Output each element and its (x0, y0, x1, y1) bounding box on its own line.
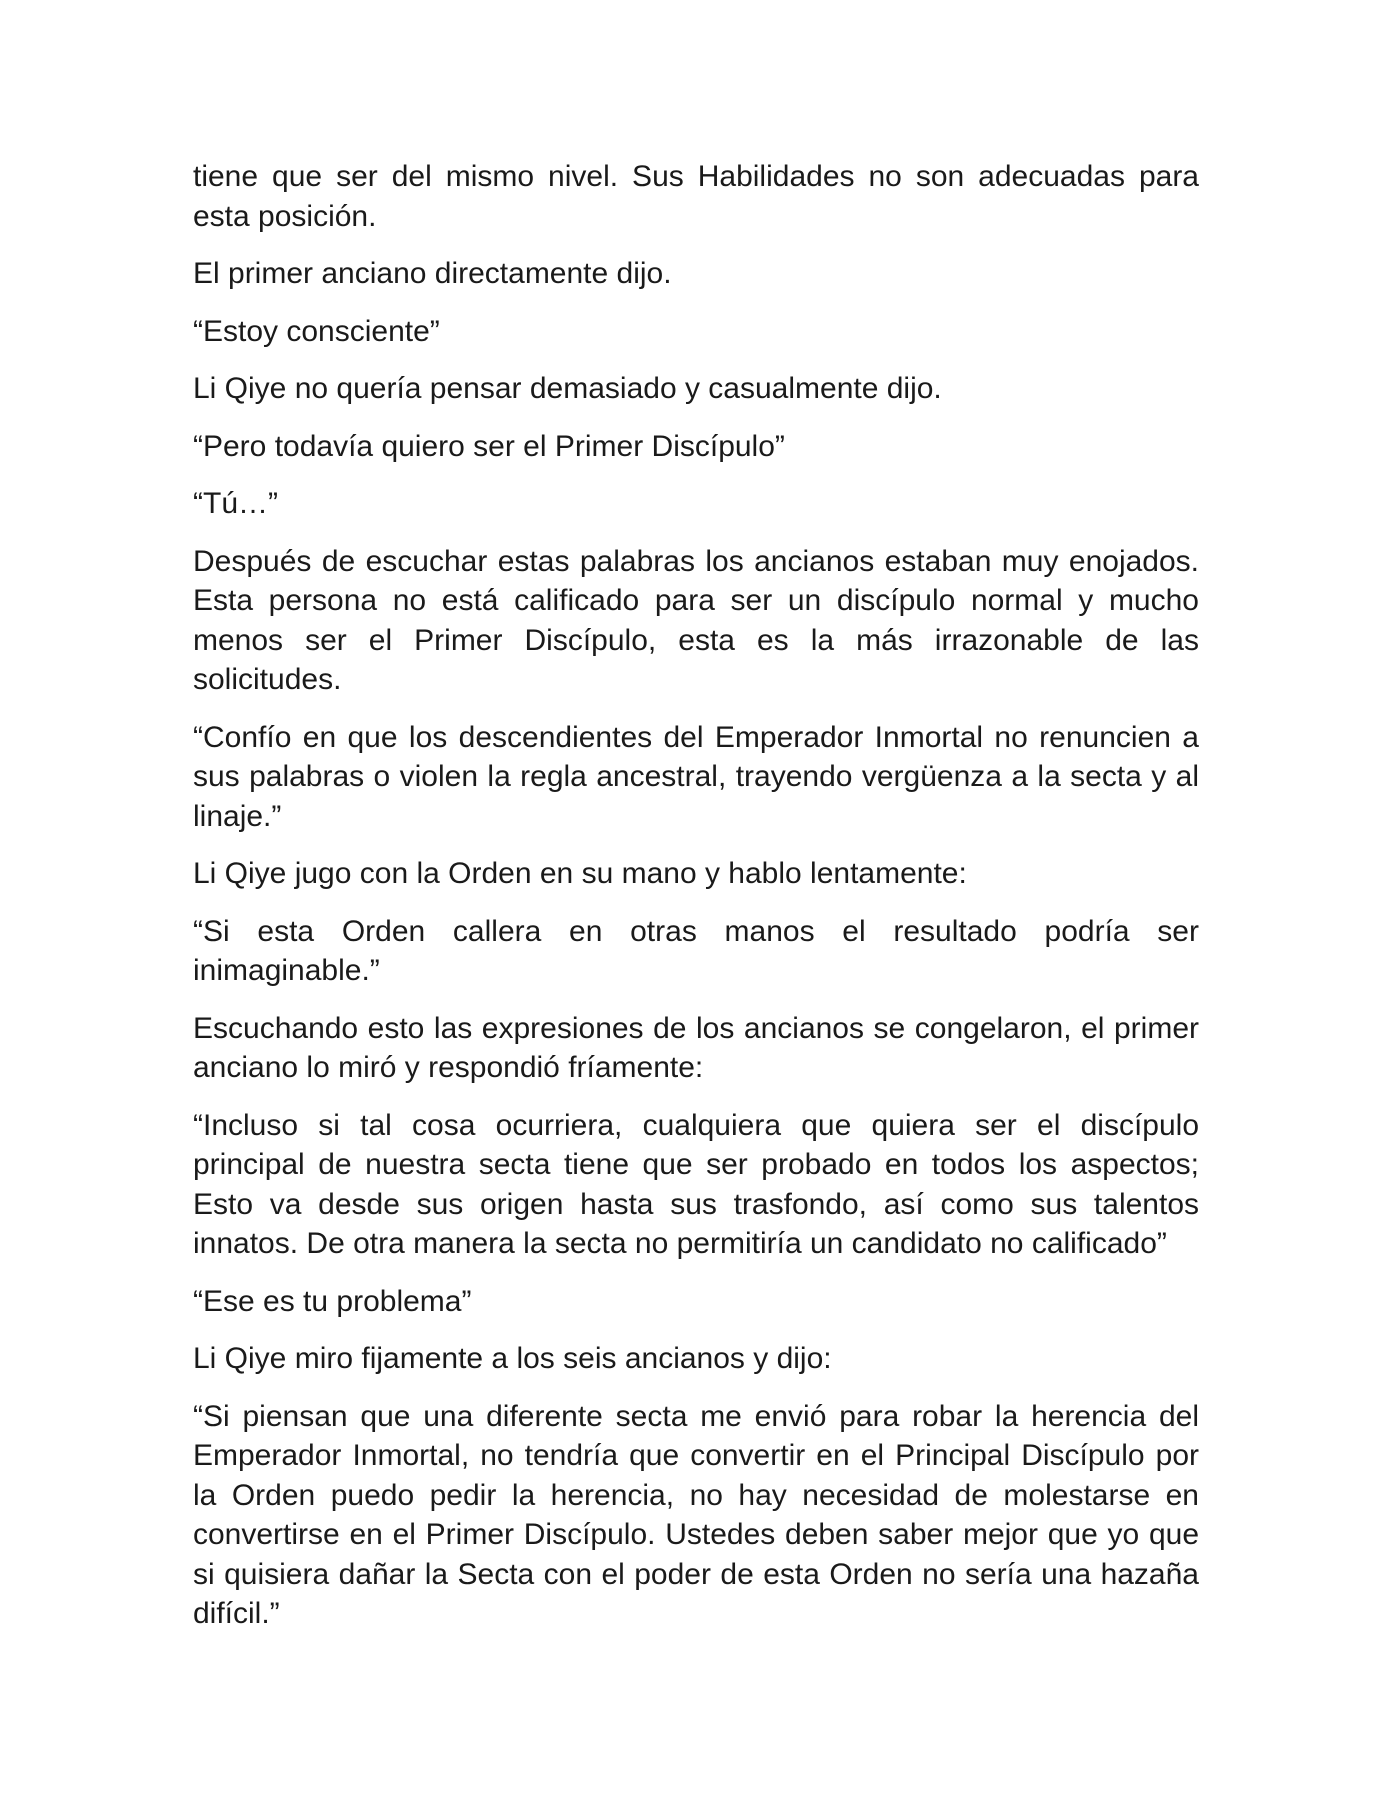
paragraph-3: “Estoy consciente” (193, 314, 440, 348)
paragraph-13: “Ese es tu problema” (193, 1284, 472, 1318)
document-page (193, 157, 1199, 1652)
paragraph-6: “Tú…” (193, 487, 278, 520)
paragraph-8: “Confío en que los descendientes del Emperador Inmortal no renuncien a sus palabras o violen la regla ancestral, trayendo vergüenza a la secta y al linaje.” (193, 720, 1199, 833)
paragraph-1: tiene que ser del mismo nivel. Sus Habilidades no son adecuadas para esta posición. (193, 160, 1199, 233)
paragraph-9: Li Qiye jugo con la Orden en su mano y hablo lentamente: (193, 857, 967, 890)
paragraph-15: “Si piensan que una diferente secta me envió para robar la herencia del Emperador Inmortal, no tendría que convertir en el Principal Discípulo por la Orden puedo pedir la herencia, no hay necesidad de molestarse en convertirse en el Primer Discípulo. Ustedes deben saber mejor que yo que si quisiera dañar la Secta con el poder de esta Orden no sería una hazaña difícil.” (193, 1399, 1199, 1630)
paragraph-12: “Incluso si tal cosa ocurriera, cualquiera que quiera ser el discípulo principal de nuestra secta tiene que ser probado en todos los aspectos; Esto va desde sus origen hasta sus trasfondo, así como sus talentos innatos. De otra manera la secta no permitiría un candidato no calificado” (193, 1108, 1199, 1260)
paragraph-5: “Pero todavía quiero ser el Primer Discípulo” (193, 429, 785, 463)
paragraph-10: “Si esta Orden callera en otras manos el resultado podría ser inimaginable.” (193, 914, 1199, 987)
paragraph-7: Después de escuchar estas palabras los ancianos estaban muy enojados. Esta persona no está calificado para ser un discípulo normal y mucho menos ser el Primer Discípulo, esta es la más irrazonable de las solicitudes. (193, 544, 1199, 696)
paragraph-4: Li Qiye no quería pensar demasiado y casualmente dijo. (193, 372, 942, 405)
paragraph-2: El primer anciano directamente dijo. (193, 257, 672, 290)
paragraph-11: Escuchando esto las expresiones de los ancianos se congelaron, el primer anciano lo miró y respondió fríamente: (193, 1011, 1199, 1084)
paragraph-14: Li Qiye miro fijamente a los seis ancianos y dijo: (193, 1342, 832, 1375)
